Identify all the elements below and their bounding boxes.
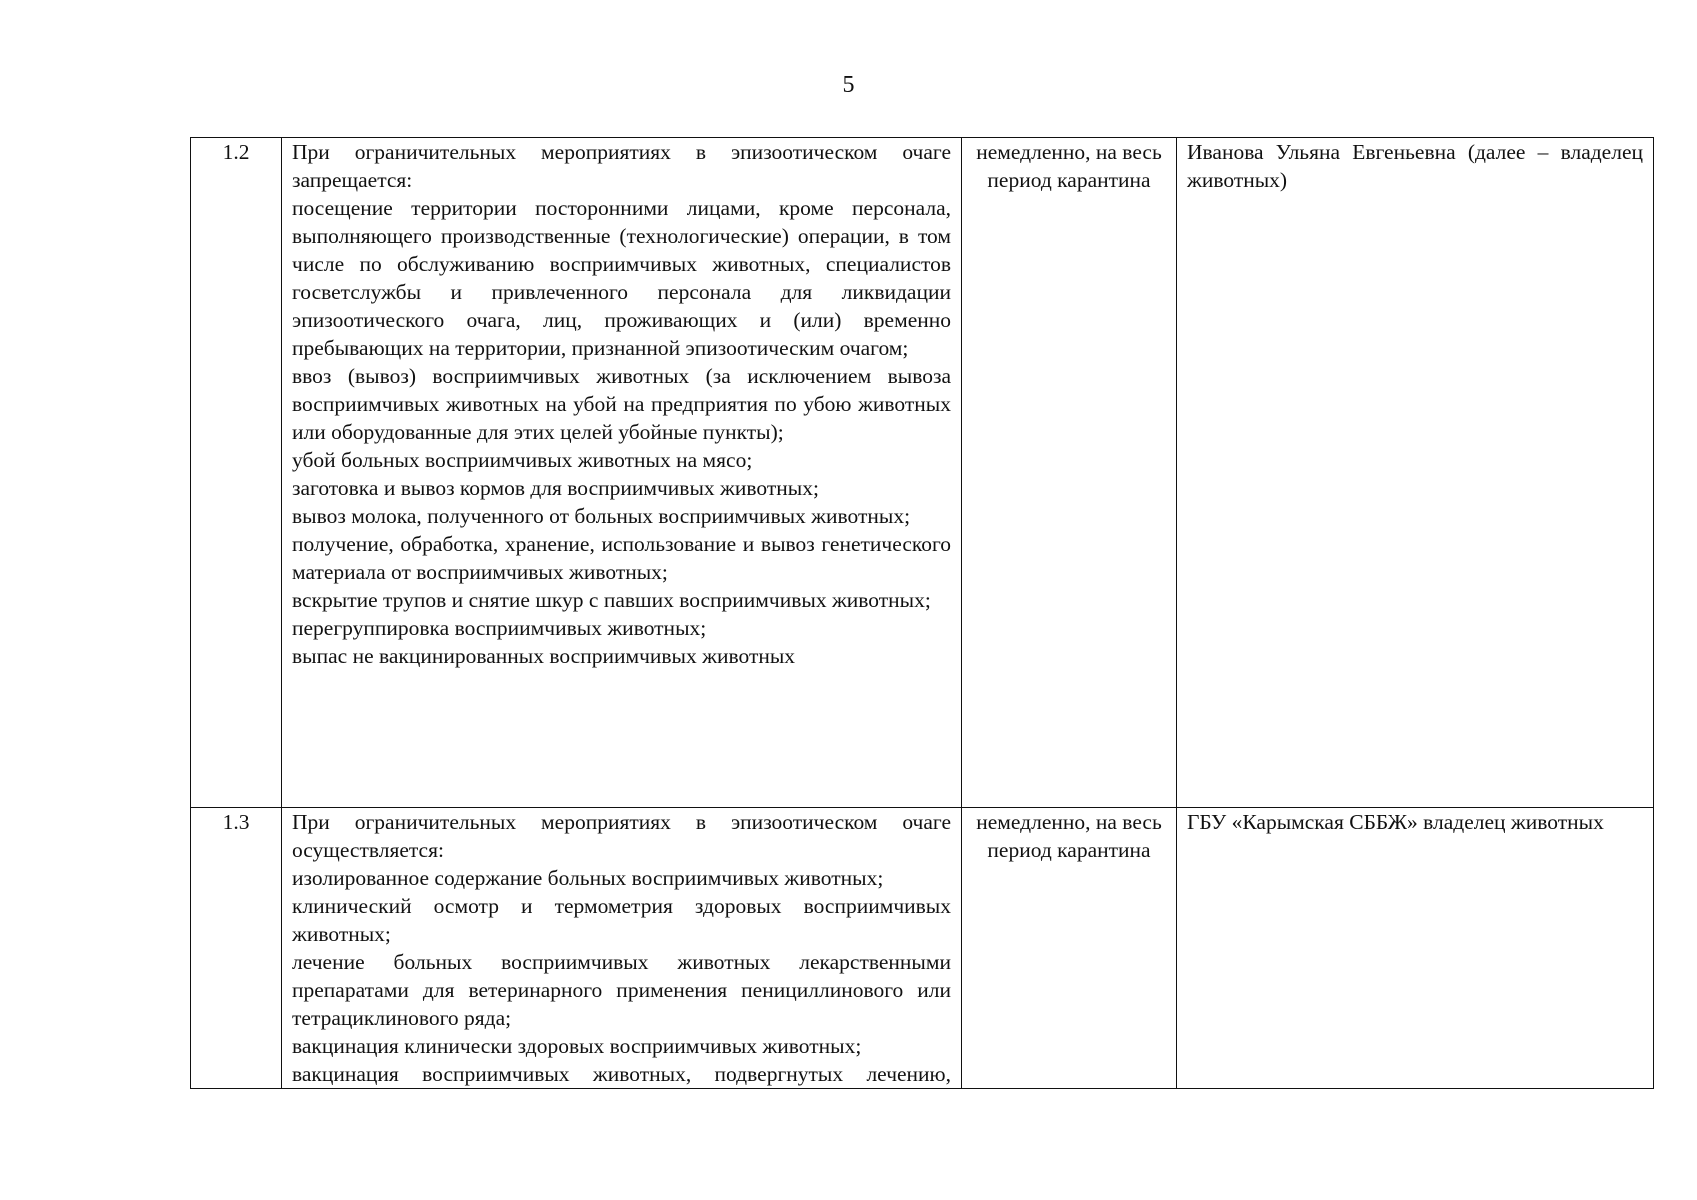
measure-term: немедленно, на весь период карантина xyxy=(962,138,1177,808)
row-number: 1.3 xyxy=(191,808,282,1089)
measure-item: посещение территории посторонними лицами, кроме персонала, выполняющего производственные (технологические) операции, в том числе по обслуживанию восприимчивых животных, специалистов госветслужбы и привлеченного персонала для ликвидации эпизоотического очага, лиц, проживающих и (или) временно пребывающих на территории, признанной эпизоотическим очагом; xyxy=(292,196,951,360)
measure-item: выпас не вакцинированных восприимчивых животных xyxy=(292,644,796,668)
measure-item: вакцинация клинически здоровых восприимчивых животных; xyxy=(292,1034,862,1058)
measure-item: перегруппировка восприимчивых животных; xyxy=(292,616,707,640)
measure-item: изолированное содержание больных восприимчивых животных; xyxy=(292,866,884,890)
measure-item: лечение больных восприимчивых животных лекарственными препаратами для ветеринарного применения пенициллинового или тетрациклинового ряда; xyxy=(292,950,951,1030)
measure-responsible: ГБУ «Карымская СББЖ» владелец животных xyxy=(1177,808,1654,1089)
measure-text xyxy=(282,808,962,1089)
measure-item: клинический осмотр и термометрия здоровых восприимчивых животных; xyxy=(292,894,951,946)
measure-item: заготовка и вывоз кормов для восприимчивых животных; xyxy=(292,476,819,500)
table-row xyxy=(191,138,1654,808)
table-row xyxy=(191,808,1654,1089)
measure-responsible: Иванова Ульяна Евгеньевна (далее – владелец животных) xyxy=(1177,138,1654,808)
measure-item: вывоз молока, полученного от больных восприимчивых животных; xyxy=(292,504,911,528)
measure-item: вскрытие трупов и снятие шкур с павших восприимчивых животных; xyxy=(292,588,931,612)
measure-heading-cont: осуществляется: xyxy=(292,838,444,862)
row-number: 1.2 xyxy=(191,138,282,808)
measure-heading-cont: запрещается: xyxy=(292,168,413,192)
measure-item: ввоз (вывоз) восприимчивых животных (за исключением вывоза восприимчивых животных на убой на предприятия по убою животных или оборудованные для этих целей убойные пункты); xyxy=(292,364,951,444)
page-number: 5 xyxy=(842,72,855,98)
measure-term: немедленно, на весь период карантина xyxy=(962,808,1177,1089)
measure-text xyxy=(282,138,962,808)
measures-table xyxy=(190,137,1654,1089)
measure-item: получение, обработка, хранение, использование и вывоз генетического материала от восприимчивых животных; xyxy=(292,532,951,584)
measure-heading: При ограничительных мероприятиях в эпизоотическом очаге xyxy=(292,810,951,834)
measure-item: вакцинация восприимчивых животных, подвергнутых лечению, xyxy=(292,1062,951,1086)
measure-item: убой больных восприимчивых животных на мясо; xyxy=(292,448,753,472)
measure-heading: При ограничительных мероприятиях в эпизоотическом очаге xyxy=(292,140,951,164)
